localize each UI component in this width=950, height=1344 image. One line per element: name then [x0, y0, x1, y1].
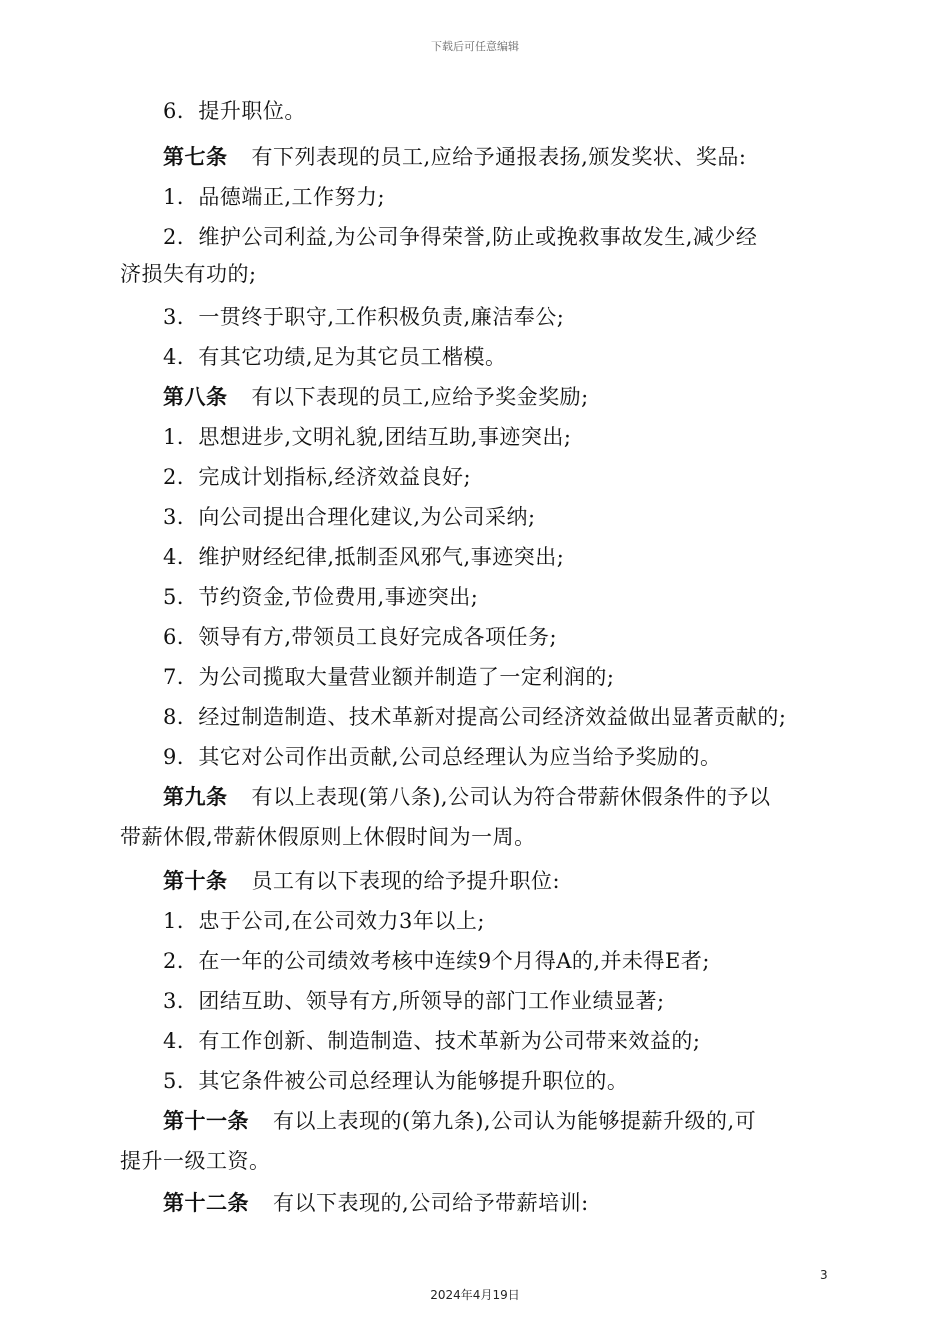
list-item: 2．维护公司利益,为公司争得荣誉,防止或挽救事故发生,减少经: [163, 225, 758, 249]
article-heading-line: 第十二条 有以下表现的,公司给予带薪培训:: [163, 1191, 589, 1215]
list-item: 6．领导有方,带领员工良好完成各项任务;: [163, 625, 558, 649]
list-item: 3．一贯终于职守,工作积极负责,廉洁奉公;: [163, 305, 565, 329]
article-label: 第十二条: [163, 1191, 249, 1215]
list-item: 6．提升职位。: [163, 99, 306, 123]
article-heading-line: 第十条 员工有以下表现的给予提升职位:: [163, 869, 561, 893]
article-label: 第九条: [163, 785, 228, 809]
article-heading-line: 第八条 有以下表现的员工,应给予奖金奖励;: [163, 385, 589, 409]
article-label: 第八条: [163, 385, 228, 409]
list-item: 1．品德端正,工作努力;: [163, 185, 386, 209]
list-item: 4．有工作创新、制造制造、技术革新为公司带来效益的;: [163, 1029, 701, 1053]
list-item-continuation: 济损失有功的;: [120, 262, 257, 286]
list-item: 4．维护财经纪律,抵制歪风邪气,事迹突出;: [163, 545, 565, 569]
article-heading-line: 第七条 有下列表现的员工,应给予通报表扬,颁发奖状、奖品:: [163, 145, 747, 169]
list-item: 3．团结互助、领导有方,所领导的部门工作业绩显著;: [163, 989, 665, 1013]
article-label: 第十一条: [163, 1109, 249, 1133]
article-label: 第七条: [163, 145, 228, 169]
list-item: 2．在一年的公司绩效考核中连续9个月得A的,并未得E者;: [163, 949, 710, 973]
article-continuation: 带薪休假,带薪休假原则上休假时间为一周。: [120, 825, 536, 849]
list-item: 4．有其它功绩,足为其它员工楷模。: [163, 345, 507, 369]
list-item: 2．完成计划指标,经济效益良好;: [163, 465, 472, 489]
footer-date: 2024年4月19日: [430, 1288, 520, 1302]
article-label: 第十条: [163, 869, 228, 893]
list-item: 5．其它条件被公司总经理认为能够提升职位的。: [163, 1069, 629, 1093]
list-item: 1．思想进步,文明礼貌,团结互助,事迹突出;: [163, 425, 572, 449]
list-item: 7．为公司揽取大量营业额并制造了一定利润的;: [163, 665, 615, 689]
list-item: 5．节约资金,节俭费用,事迹突出;: [163, 585, 479, 609]
list-item: 9．其它对公司作出贡献,公司总经理认为应当给予奖励的。: [163, 745, 722, 769]
article-continuation: 提升一级工资。: [120, 1149, 271, 1173]
list-item: 1．忠于公司,在公司效力3年以上;: [163, 909, 485, 933]
article-heading-line: 第九条 有以上表现(第八条),公司认为符合带薪休假条件的予以: [163, 785, 771, 809]
page-number: 3: [820, 1268, 828, 1282]
header-note: 下载后可任意编辑: [431, 40, 519, 53]
list-item: 3．向公司提出合理化建议,为公司采纳;: [163, 505, 536, 529]
list-item: 8．经过制造制造、技术革新对提高公司经济效益做出显著贡献的;: [163, 705, 787, 729]
article-heading-line: 第十一条 有以上表现的(第九条),公司认为能够提薪升级的,可: [163, 1109, 757, 1133]
